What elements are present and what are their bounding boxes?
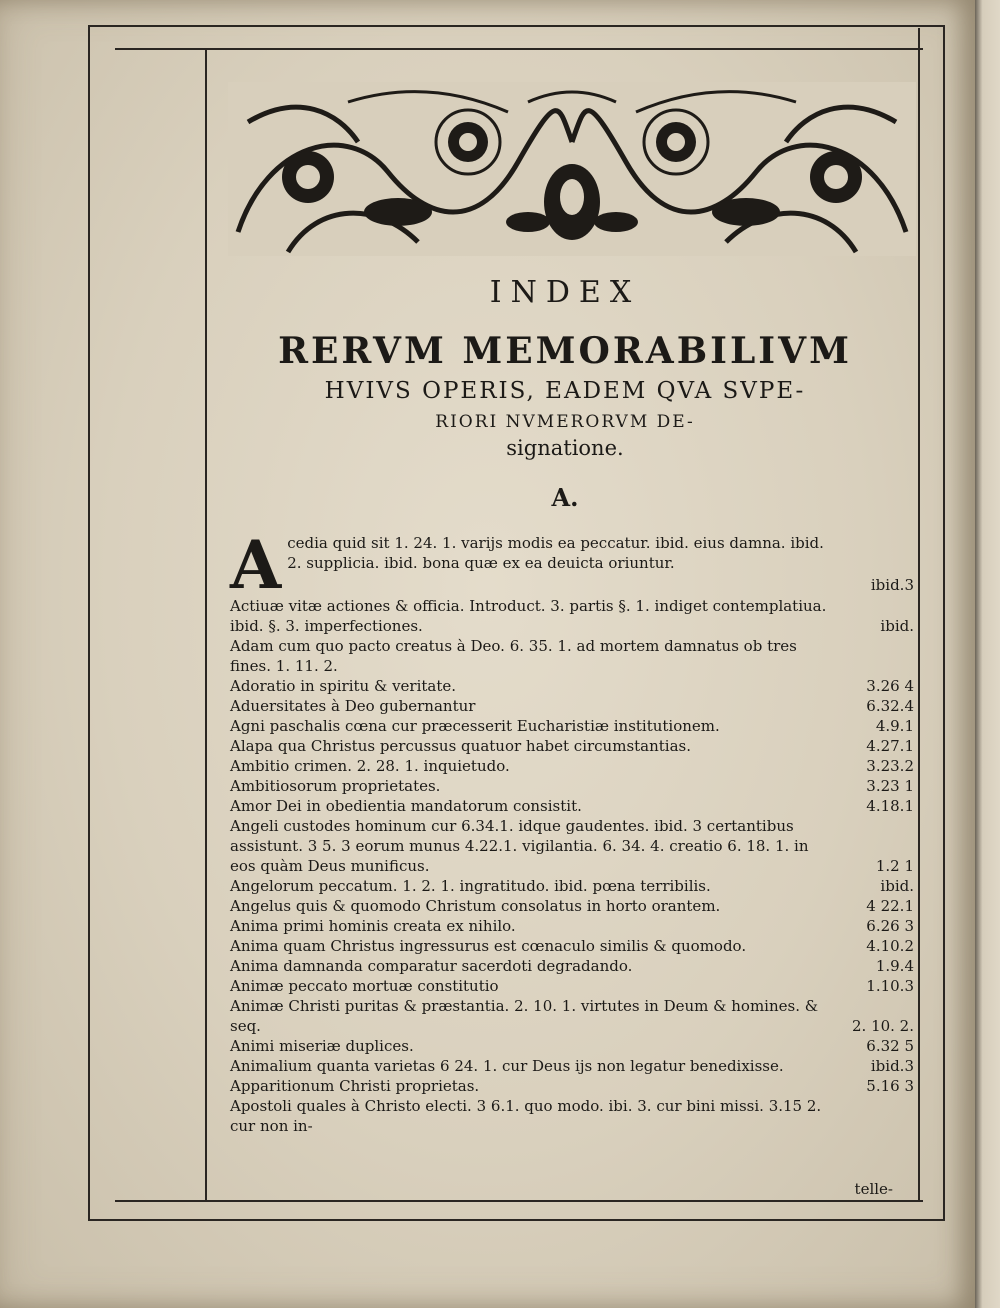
- index-entry: [230, 776, 914, 796]
- index-entry-text: Alapa qua Christus percussus quatuor habet circumstantias.: [230, 737, 692, 755]
- index-entry: [230, 796, 914, 816]
- index-entry-ref: 3.23.2: [866, 757, 914, 775]
- index-entry-text: Apostoli quales à Christo electi. 3 6.1. quo modo. ibi. 3. cur bini missi. 3.15 2. cur non in-: [230, 1097, 822, 1135]
- index-subtitle-line-4: signatione.: [506, 436, 624, 460]
- index-entry-text: Adoratio in spiritu & veritate.: [230, 677, 457, 695]
- index-entry-text: Amor Dei in obedientia mandatorum consistit.: [230, 797, 582, 815]
- index-entry: [230, 996, 914, 1036]
- index-entry: [230, 896, 914, 916]
- index-entry-text: Apparitionum Christi proprietas.: [230, 1077, 480, 1095]
- index-entry-ref: 1.10.3: [866, 977, 914, 995]
- index-entry: [230, 696, 914, 716]
- facing-page-edge: [975, 0, 1000, 1308]
- index-entry-ref: 3.26 4: [866, 677, 914, 695]
- index-entry-ref: 4.27.1: [866, 737, 914, 755]
- index-entry: [230, 1076, 914, 1096]
- index-entry-text: Ambitio crimen. 2. 28. 1. inquietudo.: [230, 757, 510, 775]
- index-entry-text: Animalium quanta varietas 6 24. 1. cur Deus ijs non legatur benedixisse.: [230, 1057, 784, 1075]
- index-entry-text: Ambitiosorum proprietates.: [230, 777, 441, 795]
- index-entry: [230, 976, 914, 996]
- index-entry-ref: 4.10.2: [866, 937, 914, 955]
- index-entry: [230, 816, 914, 876]
- index-entry-text: cedia quid sit 1. 24. 1. varijs modis ea peccatur. ibid. eius damna. ibid. 2. supplicia. ibid. bona quæ ex ea deuicta oriuntur.: [287, 534, 824, 572]
- index-entry-ref: ibid.3: [870, 1057, 914, 1075]
- index-title: INDEX: [489, 275, 641, 310]
- right-margin-rule: [918, 28, 920, 1200]
- index-entry-ref: ibid.3: [870, 576, 914, 594]
- index-entry-ref: 4.18.1: [866, 797, 914, 815]
- index-entry-text: Animæ Christi puritas & præstantia. 2. 10. 1. virtutes in Deum & homines. & seq.: [230, 997, 819, 1035]
- index-entry-text: Anima quam Christus ingressurus est cœnaculo similis & quomodo.: [230, 937, 747, 955]
- index-entry: [230, 936, 914, 956]
- index-entry-first: [230, 526, 914, 604]
- index-entry: [230, 916, 914, 936]
- index-entry-text: Adam cum quo pacto creatus à Deo. 6. 35. 1. ad mortem damnatus ob tres fines. 1. 11. 2.: [230, 637, 797, 675]
- index-entry-ref: 6.26 3: [866, 917, 914, 935]
- left-margin-rule: [205, 48, 207, 1200]
- index-entry-text: Animæ peccato mortuæ constitutio: [230, 977, 499, 995]
- index-entry-ref: 3.23 1: [866, 777, 914, 795]
- index-entry: [230, 1056, 914, 1076]
- index-entry-ref: 5.16 3: [866, 1077, 914, 1095]
- index-entry: [230, 636, 914, 676]
- index-entry-ref: 2. 10. 2.: [851, 1017, 914, 1035]
- index-entry: [230, 1096, 914, 1136]
- drop-cap-initial: A: [230, 526, 282, 604]
- index-entry-text: Aduersitates à Deo gubernantur: [230, 697, 476, 715]
- index-entry-ref: 4 22.1: [866, 897, 914, 915]
- catchword: telle-: [854, 1180, 893, 1198]
- index-entry: [230, 716, 914, 736]
- index-entry-ref: ibid.: [880, 877, 914, 895]
- woodcut-headpiece-ornament: [228, 82, 916, 256]
- index-entry-ref: 1.9.4: [875, 957, 914, 975]
- index-entry: [230, 676, 914, 696]
- index-entry-text: Agni paschalis cœna cur præcesserit Eucharistiæ institutionem.: [230, 717, 720, 735]
- index-entry: [230, 596, 914, 636]
- index-entry-ref: 6.32 5: [866, 1037, 914, 1055]
- index-entry-ref: 1.2 1: [875, 857, 914, 875]
- index-subtitle-line-1: RERVM MEMORABILIVM: [278, 330, 852, 372]
- index-entry-text: Angeli custodes hominum cur 6.34.1. idque gaudentes. ibid. 3 certantibus assistunt. 3 5. 3 eorum munus 4.22.1. vigilantia. 6. 34. 4. creatio 6. 18. 1. in eos quàm Deus munificus.: [230, 817, 809, 875]
- index-entry-ref: ibid.: [880, 617, 914, 635]
- index-entry: [230, 876, 914, 896]
- index-entry: [230, 736, 914, 756]
- index-entry-text: Angelorum peccatum. 1. 2. 1. ingratitudo. ibid. pœna terribilis.: [230, 877, 711, 895]
- index-subtitle-line-3: RIORI NVMERORVM DE-: [435, 412, 695, 432]
- index-entries: [230, 596, 914, 1136]
- index-entry: [230, 756, 914, 776]
- index-entry-text: Angelus quis & quomodo Christum consolatus in horto orantem.: [230, 897, 721, 915]
- index-subtitle-line-2: HVIVS OPERIS, EADEM QVA SVPE-: [324, 378, 806, 404]
- index-entry-ref: 4.9.1: [875, 717, 914, 735]
- index-entry-ref: 6.32.4: [866, 697, 914, 715]
- index-entry-text: Anima primi hominis creata ex nihilo.: [230, 917, 516, 935]
- index-entry-text: Actiuæ vitæ actiones & officia. Introduct. 3. partis §. 1. indiget contemplatiua. ibid. §. 3. imperfectiones.: [230, 597, 827, 635]
- section-letter: A.: [551, 483, 579, 512]
- index-entry-list: [230, 526, 914, 1136]
- index-entry: [230, 956, 914, 976]
- index-entry-text: Anima damnanda comparatur sacerdoti degradando.: [230, 957, 633, 975]
- index-entry: [230, 1036, 914, 1056]
- index-entry-text: Animi miseriæ duplices.: [230, 1037, 414, 1055]
